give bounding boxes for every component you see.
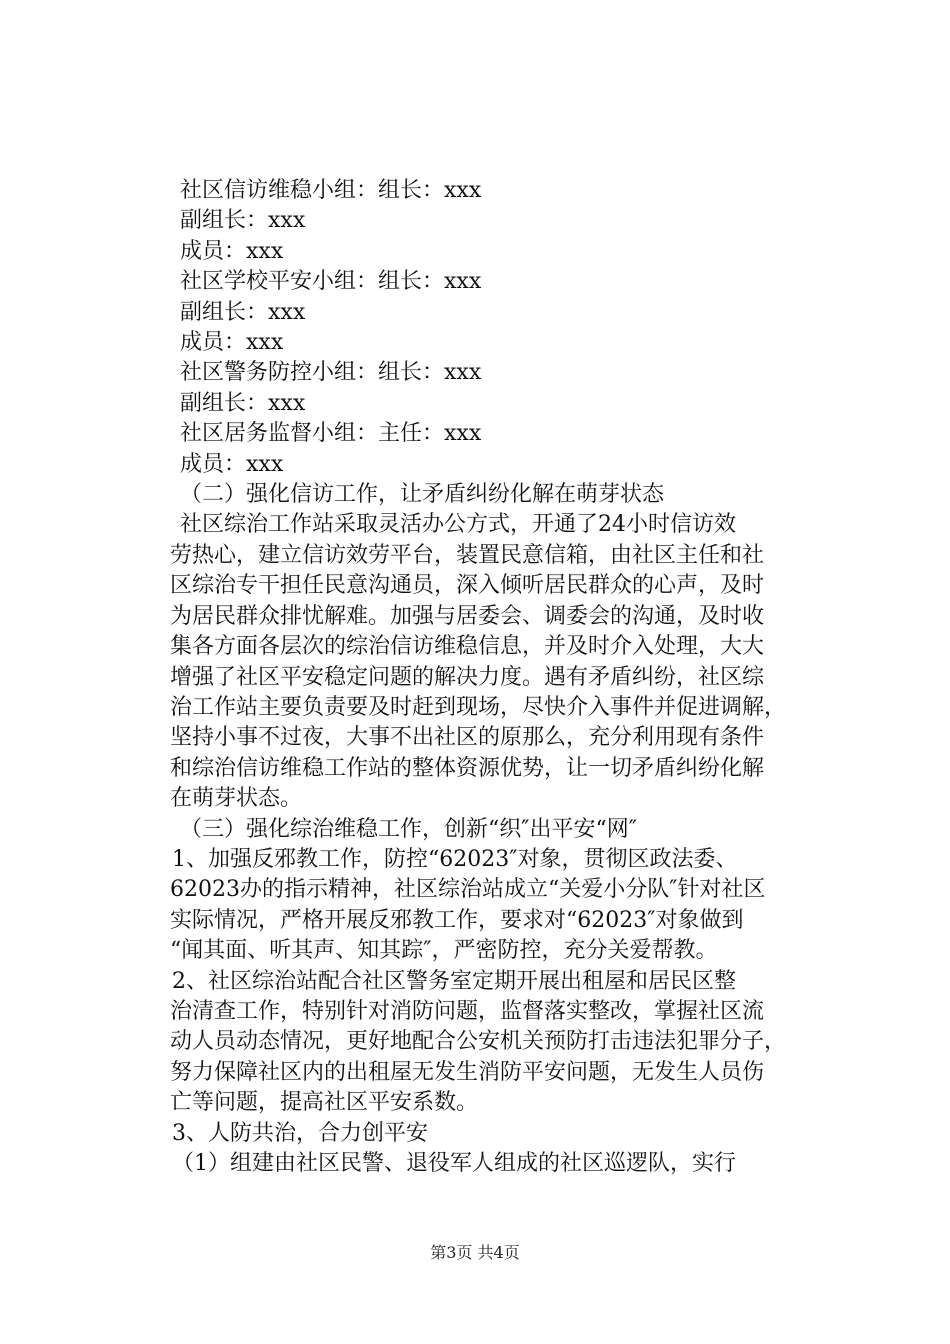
paragraph-line: 坚持小事不过夜，大事不出社区的原那么，充分利用现有条件 (170, 725, 765, 751)
paragraph-line: 增强了社区平安稳定问题的解决力度。遇有矛盾纠纷，社区综 (170, 664, 765, 690)
paragraph-line: 实际情况，严格开展反邪教工作，要求对“62023″对象做到 (170, 907, 744, 933)
paragraph-line: 区综治专干担任民意沟通员，深入倾听居民群众的心声，及时 (170, 573, 765, 599)
group-line: 社区警务防控小组：组长：xxx (180, 360, 482, 386)
section-heading: （三）强化综治维稳工作，创新“织″出平安“网″ (180, 816, 637, 842)
section3-item2 (172, 967, 840, 1119)
section-heading: （二）强化信访工作，让矛盾纠纷化解在萌芽状态 (180, 482, 665, 508)
group-line: 副组长：xxx (180, 299, 306, 325)
section2-paragraph (172, 510, 840, 814)
paragraph-line: 和综治信访维稳工作站的整体资源优势，让一切矛盾纠纷化解 (170, 755, 765, 781)
paragraph-line: 社区综治工作站采取灵活办公方式，开通了24小时信访效 (180, 512, 736, 538)
group-line: 社区信访维稳小组：组长：xxx (180, 178, 482, 203)
paragraph-line: 动人员动态情况，更好地配合公安机关预防打击违法犯罪分子， (170, 1029, 787, 1055)
paragraph-line: 在萌芽状态。 (170, 786, 303, 812)
paragraph-line: 努力保障社区内的出租屋无发生消防平安问题，无发生人员伤 (170, 1059, 765, 1085)
group-line: 成员：xxx (180, 330, 284, 356)
group-line: 副组长：xxx (180, 390, 306, 416)
paragraph-line: 劳热心，建立信访效劳平台，装置民意信箱，由社区主任和社 (170, 542, 765, 568)
paragraph-line: 治工作站主要负责要及时赶到现场，尽快介入事件并促进调解， (170, 694, 787, 720)
group-line: 成员：xxx (180, 451, 284, 477)
group-line: 副组长：xxx (180, 208, 306, 234)
group-line: 社区学校平安小组：组长：xxx (180, 269, 482, 295)
paragraph-line: 2、社区综治站配合社区警务室定期开展出租屋和居民区整 (172, 968, 736, 994)
paragraph-line: 1、加强反邪教工作，防控“62023″对象，贯彻区政法委、 (172, 846, 738, 872)
page-footer: 第3页 共4页 (430, 1243, 520, 1262)
paragraph-line: 集各方面各层次的综治信访维稳信息，并及时介入处理，大大 (170, 634, 765, 660)
section3-item1 (172, 845, 840, 967)
document-body (172, 176, 840, 1179)
paragraph-line: 62023办的指示精神，社区综治站成立“关爱小分队″针对社区 (170, 877, 766, 903)
paragraph-line: 为居民群众排忧解难。加强与居委会、调委会的沟通，及时收 (170, 603, 765, 629)
group-line: 成员：xxx (180, 238, 284, 264)
paragraph-line: “闻其面、听其声、知其踪″，严密防控，充分关爱帮教。 (170, 938, 718, 964)
group-line: 社区居务监督小组：主任：xxx (180, 421, 482, 447)
item-heading: 3、人防共治，合力创平安 (172, 1120, 428, 1146)
paragraph-line: 亡等问题，提高社区平安系数。 (170, 1090, 479, 1116)
paragraph-line: （1）组建由社区民警、退役军人组成的社区巡逻队，实行 (172, 1151, 736, 1176)
paragraph-line: 治清查工作，特别针对消防问题，监督落实整改，掌握社区流 (170, 998, 765, 1024)
